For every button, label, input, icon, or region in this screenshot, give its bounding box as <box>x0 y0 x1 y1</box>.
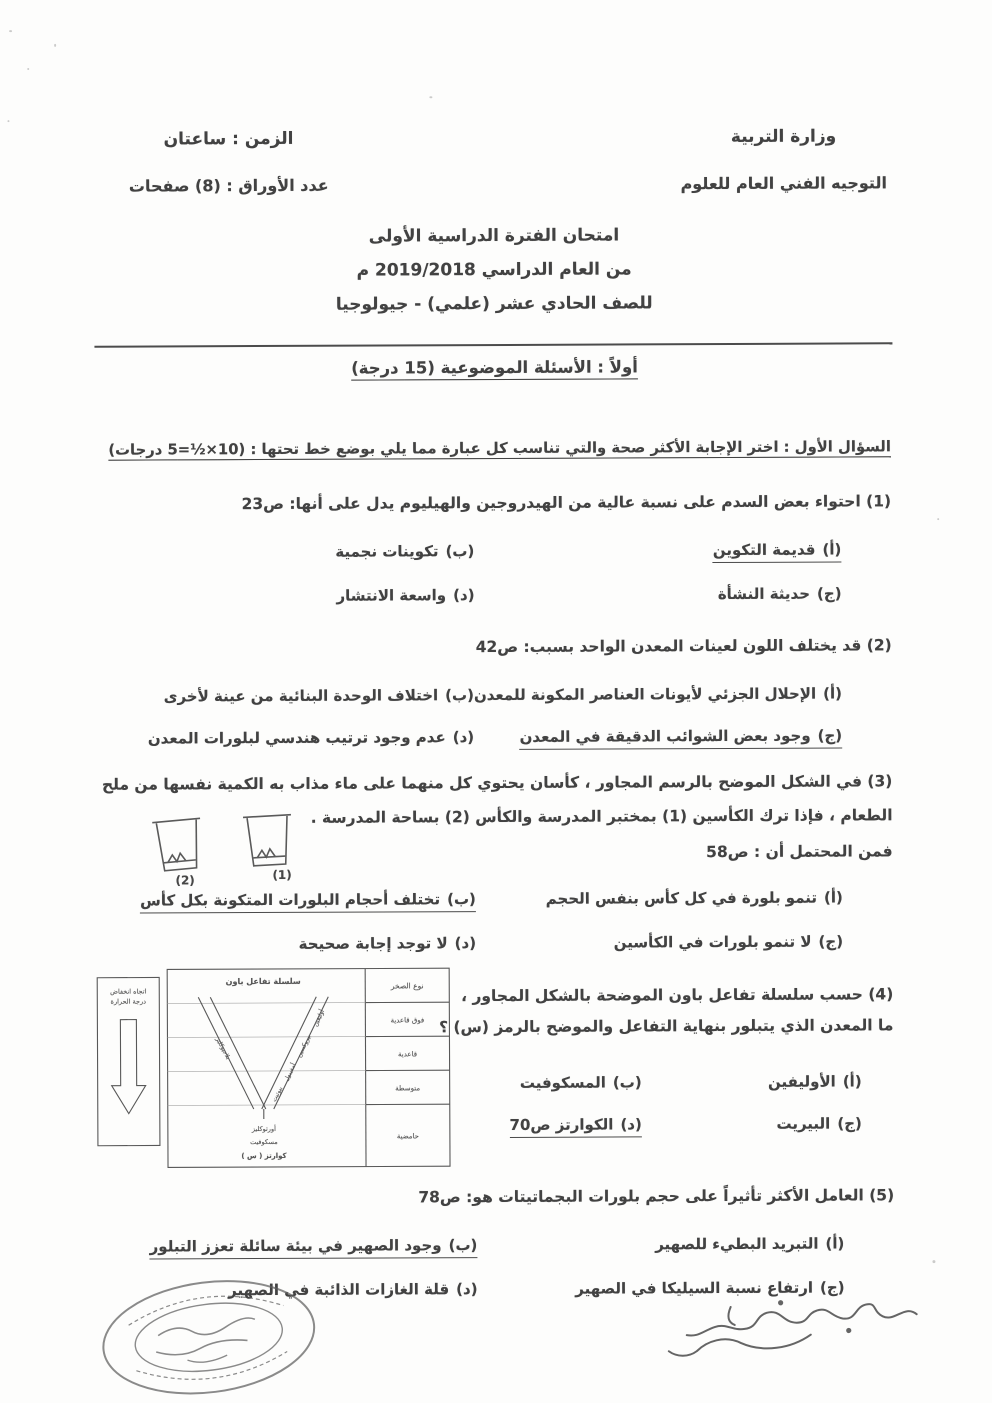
option-label: (أ) <box>823 684 843 703</box>
question-3-line3: فمن المحتمل أن : ص58 <box>706 842 893 862</box>
option-label: (أ) <box>823 888 843 907</box>
grade-subject: للصف الحادي عشر (علمي) - جيولوجيا <box>335 293 653 315</box>
directorate-title: التوجيه الفني العام للعلوم <box>680 173 887 194</box>
option-text: ارتفاع نسبة السيليكا في الصهير <box>575 1278 814 1298</box>
rock-row: متوسطة <box>395 1084 421 1093</box>
scan-speck <box>7 120 9 122</box>
q4-option-a <box>768 1070 862 1092</box>
diagram-title: سلسلة تفاعل باون <box>225 976 301 987</box>
q1-option-c <box>718 582 842 605</box>
q3-option-c <box>614 930 843 953</box>
question-3-line2: الطعام ، فإذا ترك الكأسين (1) بمختبر المدرسة والكأس (2) بساحة المدرسة . <box>310 806 893 827</box>
exam-time: الزمن : ساعتان <box>163 128 294 150</box>
q5-option-a <box>655 1232 844 1257</box>
option-text: وجود بعض الشوائب الدقيقة في المعدن <box>519 726 811 746</box>
option-text: اختلاف الوحدة البنائية من عينة لأخرى <box>163 686 439 706</box>
exam-title-block <box>44 224 944 330</box>
option-label: (ب) <box>445 686 474 705</box>
question-2-text: (2) قد يختلف اللون لعينات المعدن الواحد بسبب: ص42 <box>475 636 892 657</box>
scan-speck <box>932 1260 935 1263</box>
ministry-title: وزارة التربية <box>730 126 837 147</box>
q4-option-b <box>520 1071 642 1094</box>
q4-option-c <box>776 1112 862 1136</box>
question-2-options <box>100 682 892 751</box>
school-stamp-icon <box>88 1267 329 1403</box>
question-3-line1: (3) في الشكل الموضح بالرسم المجاور ، كأسان يحتوي كل منهما على ماء مذاب به الكمية نفسها من ملح <box>101 772 893 794</box>
rock-column-header: نوع الصخر <box>390 981 424 991</box>
option-label: (ج) <box>819 1278 845 1297</box>
option-text: الكوارتز ص70 <box>509 1115 614 1134</box>
bowen-reaction-series-figure <box>93 966 454 1173</box>
bottom-mineral-x: كوارتز ( س ) <box>241 1151 287 1161</box>
q2-option-c <box>520 724 843 749</box>
option-label: (ب) <box>612 1073 642 1092</box>
side-note-top: اتجاه انخفاض <box>110 987 147 996</box>
option-label: (أ) <box>822 540 842 559</box>
option-text: وجود الصهير في بيئة سائلة تعزز التبلور <box>149 1236 442 1256</box>
mineral-label: بيوتيت <box>270 1085 284 1104</box>
beaker-1-label: (1) <box>272 867 292 882</box>
q2-option-d <box>148 726 474 751</box>
scan-speck <box>937 518 939 520</box>
option-label: (د) <box>453 586 475 605</box>
scan-speck <box>429 96 432 98</box>
exam-pages-count: عدد الأوراق : (8) صفحات <box>128 175 329 196</box>
question-3 <box>100 770 893 955</box>
option-label: (ج) <box>817 726 843 745</box>
option-text: الإحلال الجزئي لأيونات العناصر المكونة للمعدن <box>473 684 817 705</box>
question-3-options <box>101 886 893 955</box>
question-1-options <box>99 538 891 607</box>
option-text: الأوليفين <box>767 1072 836 1091</box>
bottom-mineral: أورثوكليز <box>251 1124 276 1134</box>
side-note-bottom: درجة الحرارة <box>110 997 147 1006</box>
section-title: أولاً : الأسئلة الموضوعية (15 درجة) <box>351 357 638 378</box>
q2-option-a <box>474 682 842 706</box>
option-text: واسعة الانتشار <box>336 586 447 605</box>
scan-speck <box>9 30 12 32</box>
rock-row: حامضية <box>396 1132 419 1141</box>
q3-option-d <box>299 932 477 955</box>
q1-option-a <box>713 538 842 563</box>
q1-option-b <box>335 540 474 565</box>
option-label: (أ) <box>842 1072 862 1091</box>
beaker-2-label: (2) <box>175 873 195 888</box>
option-text: حديثة النشأة <box>717 584 811 604</box>
option-text: تختلف أحجام البلورات المتكونة بكل كأس <box>140 890 441 910</box>
option-text: قديمة التكوين <box>712 540 816 560</box>
question-one-instruction: السؤال الأول : اختر الإجابة الأكثر صحة والتي تناسب كل عبارة مما يلي بوضع خط تحتها : (10×½=5 درجات) <box>108 438 891 459</box>
beaker-2-icon <box>152 818 204 871</box>
beaker-1-icon <box>243 815 294 867</box>
q3-option-b <box>140 888 476 913</box>
option-label: (د) <box>452 728 475 747</box>
continuous-series-label: بلاجيوكليز <box>214 1036 232 1061</box>
q1-option-d <box>336 584 474 607</box>
q4-option-d <box>509 1113 641 1138</box>
option-label: (د) <box>454 934 477 953</box>
bottom-mineral: مسكوفيت <box>250 1137 278 1147</box>
q2-option-b <box>164 684 474 707</box>
beakers-figure <box>136 807 318 890</box>
question-4-options <box>422 1070 862 1138</box>
option-label: (د) <box>620 1115 642 1134</box>
option-label: (أ) <box>825 1234 845 1253</box>
mineral-label: أوليفين <box>312 1008 327 1028</box>
mineral-label: أمفيبول <box>282 1062 298 1083</box>
option-label: (ب) <box>447 890 476 909</box>
header-exam-info-block <box>120 129 338 196</box>
option-text: المسكوفيت <box>519 1073 606 1092</box>
option-label: (ج) <box>837 1114 862 1133</box>
question-5-text: (5) العامل الأكثر تأثيراً على حجم بلورات البجماتيتات هو: ص78 <box>418 1186 895 1207</box>
question-1-text: (1) احتواء بعض السدم على نسبة عالية من الهيدروجين والهيليوم يدل على أنها: ص23 <box>241 492 892 514</box>
signature-scribble <box>599 1290 929 1361</box>
question-1 <box>99 490 891 607</box>
option-label: (ب) <box>445 542 475 561</box>
option-text: تنمو بلورة في كل كأس بنفس الحجم <box>545 888 818 908</box>
rock-row: فوق قاعدية <box>390 1016 425 1025</box>
down-arrow-icon <box>111 1020 145 1114</box>
rock-row: قاعدية <box>398 1050 418 1059</box>
question-2 <box>100 634 892 751</box>
option-label: (د) <box>456 1280 478 1299</box>
option-label: (ج) <box>816 584 842 603</box>
question-4-line2: ما المعدن الذي يتبلور بنهاية التفاعل والموضح بالرمز (س) ؟ <box>439 1016 894 1037</box>
scan-speck <box>54 44 56 47</box>
question-4-line1: (4) حسب سلسلة تفاعل باون الموضحة بالشكل المجاور ، <box>461 985 894 1006</box>
option-text: عدم وجود ترتيب هندسي لبلورات المعدن <box>147 728 446 748</box>
option-text: لا توجد إجابة صحيحة <box>298 934 448 953</box>
option-text: تكوينات نجمية <box>335 542 439 561</box>
header-ministry-block <box>663 126 903 193</box>
reaction-series-lines <box>198 997 329 1120</box>
question-4 <box>438 983 893 1038</box>
exam-title: امتحان الفترة الدراسية الأولى <box>368 225 620 247</box>
option-text: قلة الغازات الذائبة في الصهير <box>228 1280 450 1300</box>
option-text: التبريد البطيء للصهير <box>655 1234 819 1254</box>
header-divider <box>94 342 892 347</box>
q5-option-b <box>150 1234 478 1259</box>
mineral-label: بيروكسين <box>295 1033 313 1059</box>
option-text: لا تنمو بلورات في الكأسين <box>613 932 812 952</box>
option-label: (ب) <box>448 1236 478 1255</box>
academic-year: من العام الدراسي 2019/2018 م <box>356 259 632 281</box>
option-label: (ج) <box>818 932 844 951</box>
option-text: البيريت <box>776 1114 831 1133</box>
scan-speck <box>27 68 29 70</box>
q3-option-a <box>546 886 843 911</box>
